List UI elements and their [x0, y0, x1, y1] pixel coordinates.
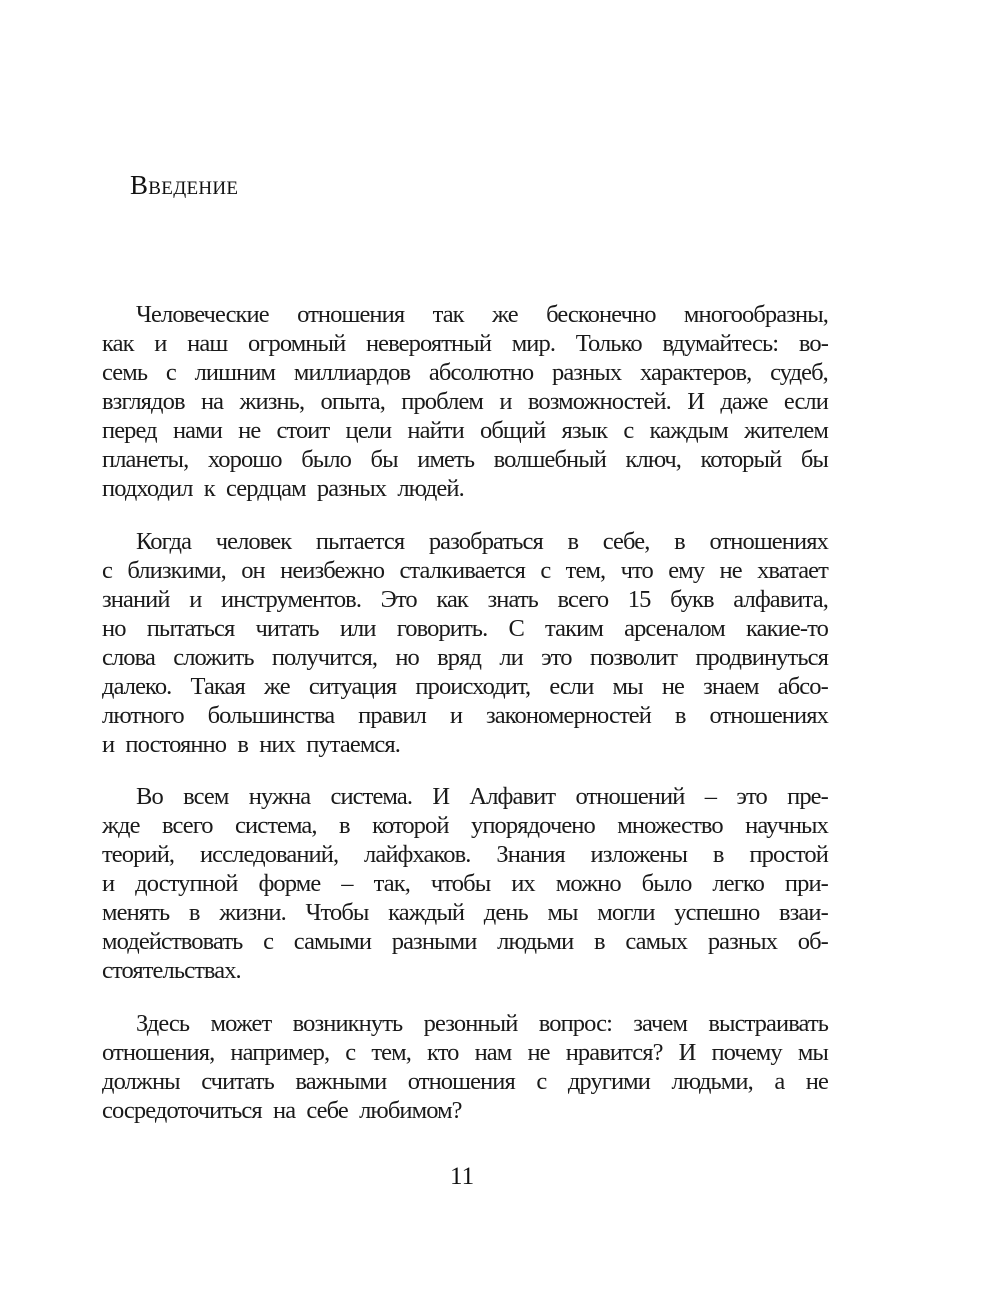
word: букв: [670, 586, 714, 613]
text-line: [102, 585, 828, 614]
word: хорошо: [207, 446, 282, 473]
word: большинства: [207, 702, 335, 729]
text-line: [102, 1067, 828, 1096]
word: говорить.: [396, 615, 488, 642]
word: многообразны,: [683, 301, 828, 328]
word: система,: [235, 812, 317, 839]
word: выстраивать: [708, 1010, 828, 1037]
word: отношения: [407, 1068, 515, 1095]
word: бы: [370, 446, 398, 473]
word: разными: [391, 928, 477, 955]
word: сталкивается: [399, 557, 525, 584]
word: нами: [172, 417, 222, 444]
text-line: [102, 474, 828, 503]
word: в: [674, 702, 686, 729]
text-line: [102, 1096, 828, 1125]
word: форме: [258, 870, 321, 897]
text-line: [102, 445, 828, 474]
word: это: [736, 783, 767, 810]
text-line: [102, 898, 828, 927]
word: И: [687, 388, 705, 415]
word: не: [805, 1068, 828, 1095]
word: семь: [102, 359, 148, 386]
word: всего: [161, 812, 213, 839]
word: резонный: [423, 1010, 518, 1037]
text-line: [102, 927, 828, 956]
word: разобраться: [428, 528, 543, 555]
word: что: [620, 557, 653, 584]
word: например,: [230, 1039, 330, 1066]
word: в: [593, 928, 605, 955]
word: какие-то: [746, 615, 828, 642]
word: считать: [201, 1068, 274, 1095]
word: абсо-: [777, 673, 828, 700]
word: было: [301, 446, 351, 473]
word: близкими,: [127, 557, 226, 584]
word: с: [263, 928, 274, 955]
word: при-: [784, 870, 828, 897]
word: перед: [102, 417, 157, 444]
text-line: [102, 811, 828, 840]
word: получится,: [271, 644, 378, 671]
word: самыми: [293, 928, 372, 955]
word: всем: [183, 783, 229, 810]
paragraph-2: [102, 527, 828, 759]
word: если: [549, 673, 594, 700]
word: знаний: [102, 586, 170, 613]
word: доступной: [135, 870, 238, 897]
word: каждый: [388, 899, 465, 926]
word: абсолютно: [428, 359, 534, 386]
word: не: [527, 1039, 550, 1066]
word: было: [641, 870, 692, 897]
word: не: [238, 417, 261, 444]
word: взглядов: [102, 388, 185, 415]
word: изложены: [590, 841, 688, 868]
word: чтобы: [430, 870, 491, 897]
word: и: [499, 388, 512, 415]
word: упорядочено: [470, 812, 595, 839]
word: Здесь: [136, 1010, 190, 1037]
word: Когда: [136, 528, 192, 555]
word: с: [536, 1068, 547, 1095]
word: Во: [136, 783, 163, 810]
word: на: [200, 388, 224, 415]
word: происходит,: [415, 673, 531, 700]
word: с: [102, 557, 112, 584]
word: нужна: [248, 783, 311, 810]
text-line: [102, 329, 828, 358]
text-line: [102, 614, 828, 643]
word: иметь: [417, 446, 475, 473]
text-line: [102, 387, 828, 416]
word: вдумайтесь:: [662, 330, 779, 357]
word: вряд: [437, 644, 482, 671]
word: –: [341, 870, 353, 897]
word: опыта,: [320, 388, 385, 415]
word: хватает: [757, 557, 828, 584]
word: найти: [407, 417, 464, 444]
word: Человеческие: [136, 301, 269, 328]
text-line: [102, 701, 828, 730]
word: но: [102, 615, 126, 642]
word: каждым: [649, 417, 728, 444]
word: пытаться: [146, 615, 235, 642]
word: же: [492, 301, 518, 328]
word: Чтобы: [305, 899, 369, 926]
word: и: [154, 330, 167, 357]
word: самых: [625, 928, 688, 955]
text-line: [102, 782, 828, 811]
word: язык: [561, 417, 608, 444]
word: другими: [567, 1068, 650, 1095]
text-line: [102, 1038, 828, 1067]
word: ключ,: [625, 446, 681, 473]
text-line: [102, 672, 828, 701]
word: продвинуться: [695, 644, 828, 671]
word: проблем: [401, 388, 484, 415]
word: И: [678, 1039, 696, 1066]
word: общий: [479, 417, 546, 444]
word: наш: [187, 330, 228, 357]
word: ситуация: [308, 673, 397, 700]
line-text: сосредоточиться на себе любимом?: [102, 1097, 462, 1124]
line-text: и постоянно в них путаемся.: [102, 731, 400, 758]
word: планеты,: [102, 446, 189, 473]
word: тем,: [565, 557, 606, 584]
word: мир.: [511, 330, 556, 357]
text-line: [102, 1009, 828, 1038]
word: если: [783, 388, 828, 415]
word: жде: [102, 812, 140, 839]
word: позволит: [589, 644, 678, 671]
word: знать: [487, 586, 538, 613]
word: или: [339, 615, 376, 642]
word: себе,: [602, 528, 650, 555]
word: огромный: [247, 330, 346, 357]
word: почему: [711, 1039, 782, 1066]
word: ли: [499, 644, 523, 671]
word: с: [540, 557, 551, 584]
word: это: [541, 644, 572, 671]
word: вопрос:: [538, 1010, 612, 1037]
word: инструментов.: [220, 586, 362, 613]
word: ему: [668, 557, 705, 584]
word: И: [432, 783, 450, 810]
text-line: [102, 358, 828, 387]
word: нравится?: [565, 1039, 663, 1066]
word: теорий,: [102, 841, 175, 868]
word: разных: [551, 359, 622, 386]
word: он: [241, 557, 265, 584]
text-line: [102, 840, 828, 869]
word: невероятный: [365, 330, 492, 357]
word: лютного: [102, 702, 184, 729]
word: об-: [797, 928, 828, 955]
word: человек: [215, 528, 292, 555]
paragraph-3: [102, 782, 828, 985]
page-number: 11: [450, 1163, 475, 1190]
word: в: [188, 899, 200, 926]
word: бесконечно: [546, 301, 656, 328]
line-text: подходил к сердцам разных людей.: [102, 475, 464, 502]
word: отношениях: [709, 528, 828, 555]
word: людьми,: [671, 1068, 753, 1095]
word: кто: [427, 1039, 459, 1066]
word: пре-: [787, 783, 828, 810]
word: алфавита,: [733, 586, 828, 613]
word: с: [623, 417, 634, 444]
word: во-: [798, 330, 828, 357]
word: арсеналом: [624, 615, 725, 642]
word: как: [436, 586, 468, 613]
word: в: [712, 841, 724, 868]
word: множество: [617, 812, 723, 839]
word: бы: [800, 446, 828, 473]
paragraph-4: [102, 1009, 828, 1125]
word: важными: [295, 1068, 387, 1095]
word: Это: [380, 586, 417, 613]
word: неизбежно: [280, 557, 385, 584]
word: лайфхаков.: [364, 841, 471, 868]
word: характеров,: [639, 359, 752, 386]
word: и: [449, 702, 463, 729]
word: же: [264, 673, 290, 700]
word: мы: [612, 673, 643, 700]
word: жизнь,: [239, 388, 305, 415]
word: в: [567, 528, 579, 555]
word: читать: [255, 615, 319, 642]
word: и: [102, 870, 115, 897]
word: а: [774, 1068, 785, 1095]
word: система.: [330, 783, 413, 810]
word: с: [165, 359, 176, 386]
word: людьми: [497, 928, 574, 955]
word: тем,: [371, 1039, 411, 1066]
word: простой: [749, 841, 828, 868]
word: отношения: [297, 301, 405, 328]
word: с: [345, 1039, 356, 1066]
word: Такая: [190, 673, 245, 700]
word: правил: [358, 702, 426, 729]
word: сложить: [173, 644, 254, 671]
word: который: [700, 446, 782, 473]
word: знаем: [703, 673, 759, 700]
word: и: [189, 586, 202, 613]
word: исследований,: [199, 841, 339, 868]
word: мы: [797, 1039, 828, 1066]
word: отношения,: [102, 1039, 215, 1066]
word: научных: [745, 812, 828, 839]
word: волшебный: [493, 446, 606, 473]
word: зачем: [633, 1010, 688, 1037]
word: так: [432, 301, 464, 328]
word: легко: [712, 870, 764, 897]
line-text: стоятельствах.: [102, 957, 241, 984]
word: таким: [545, 615, 603, 642]
word: взаи-: [778, 899, 828, 926]
word: можно: [555, 870, 621, 897]
text-line: [102, 300, 828, 329]
word: слова: [102, 644, 155, 671]
text-line: [102, 527, 828, 556]
word: отношениях: [709, 702, 828, 729]
word: разных: [707, 928, 778, 955]
text-line: [102, 643, 828, 672]
word: их: [511, 870, 535, 897]
word: даже: [720, 388, 768, 415]
word: Только: [575, 330, 642, 357]
word: которой: [372, 812, 449, 839]
word: судеб,: [770, 359, 828, 386]
word: так,: [373, 870, 410, 897]
chapter-title: Введение: [130, 170, 239, 200]
word: нам: [474, 1039, 512, 1066]
word: С: [508, 615, 524, 642]
word: отношений: [575, 783, 685, 810]
word: Знания: [496, 841, 565, 868]
word: –: [704, 783, 717, 810]
word: могли: [597, 899, 655, 926]
word: жителем: [744, 417, 828, 444]
text-line: [102, 730, 828, 759]
word: может: [210, 1010, 272, 1037]
text-line: [102, 556, 828, 585]
word: должны: [102, 1068, 180, 1095]
word: далеко.: [102, 673, 172, 700]
word: в: [674, 528, 685, 555]
word: возможностей.: [527, 388, 671, 415]
word: не: [719, 557, 742, 584]
word: жизни.: [219, 899, 286, 926]
word: цели: [345, 417, 392, 444]
word: Алфавит: [469, 783, 556, 810]
word: успешно: [674, 899, 760, 926]
text-line: [102, 956, 828, 985]
word: в: [339, 812, 350, 839]
word: но: [395, 644, 419, 671]
word: стоит: [276, 417, 330, 444]
word: день: [483, 899, 528, 926]
word: как: [102, 330, 134, 357]
text-line: [102, 869, 828, 898]
word: 15: [627, 586, 651, 613]
word: пытается: [315, 528, 405, 555]
word: мы: [547, 899, 578, 926]
word: менять: [102, 899, 170, 926]
text-line: [102, 416, 828, 445]
word: возникнуть: [292, 1010, 403, 1037]
word: модействовать: [102, 928, 243, 955]
word: всего: [557, 586, 609, 613]
word: закономерностей: [485, 702, 651, 729]
word: не: [661, 673, 684, 700]
word: лишним: [194, 359, 276, 386]
paragraph-1: [102, 300, 828, 503]
word: миллиардов: [293, 359, 411, 386]
